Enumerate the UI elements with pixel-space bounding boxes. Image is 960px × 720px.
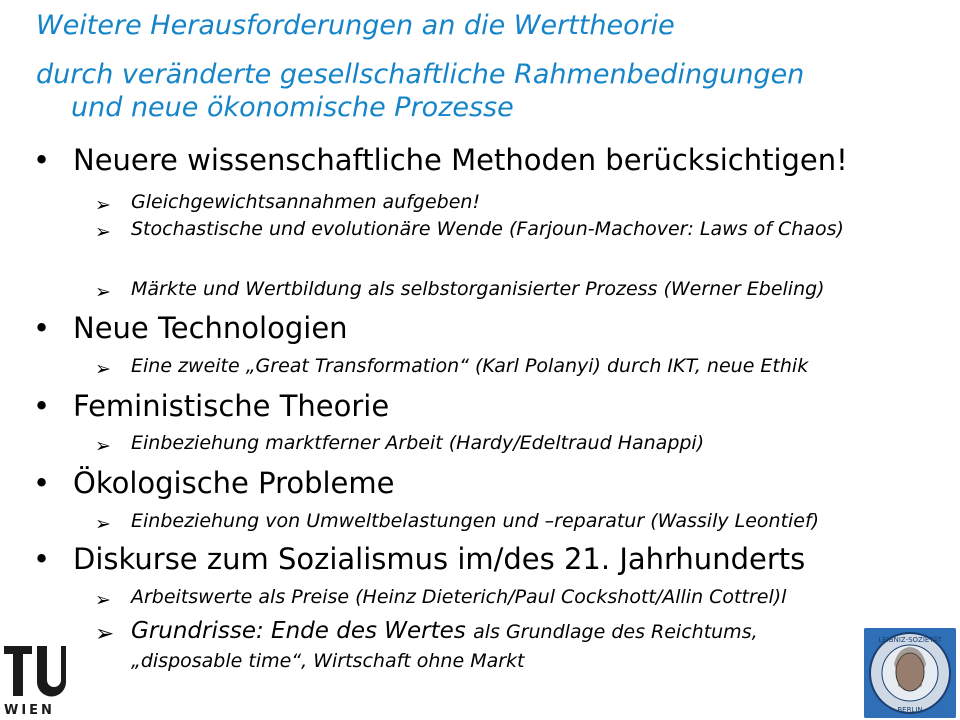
- bullet-feminist: [33, 389, 389, 423]
- arrow-bullet-icon: ➢: [95, 435, 111, 457]
- bullet-ecology: [33, 466, 395, 500]
- arrow-bullet-icon: ➢: [95, 281, 111, 303]
- sub-text: als Grundlage des Reichtums,: [473, 621, 758, 643]
- arrow-bullet-icon: ➢: [95, 513, 111, 535]
- bullet-socialism: [33, 542, 805, 576]
- sub-item-continuation: „disposable time“, Wirtschaft ohne Markt: [131, 650, 525, 672]
- bullet-dot: •: [33, 143, 51, 177]
- arrow-bullet-icon: ➢: [95, 589, 111, 611]
- arrow-bullet-icon: ➢: [95, 194, 111, 216]
- bullet-dot: •: [33, 542, 51, 576]
- bullet-technologies: [33, 311, 348, 345]
- title-line-1: Weitere Herausforderungen an die Werttheorie: [36, 10, 675, 41]
- svg-text:LEIBNIZ-SOZIETÄT: LEIBNIZ-SOZIETÄT: [878, 636, 942, 644]
- title-line-3: und neue ökonomische Prozesse: [71, 92, 514, 123]
- bullet-dot: •: [33, 311, 51, 345]
- svg-text:BERLIN: BERLIN: [897, 706, 923, 714]
- svg-text:WIEN: WIEN: [4, 703, 55, 716]
- bullet-label: Neuere wissenschaftliche Methoden berücksichtigen!: [73, 143, 848, 177]
- bullet-methods: [33, 143, 848, 177]
- tu-wien-logo: [4, 640, 66, 716]
- arrow-bullet-icon: ➢: [95, 358, 111, 380]
- title-line-2: durch veränderte gesellschaftliche Rahmenbedingungen: [36, 59, 805, 90]
- bullet-label: Feministische Theorie: [73, 389, 390, 423]
- bullet-label: Ökologische Probleme: [73, 466, 395, 500]
- emphasis-text: Grundrisse: Ende des Wertes: [131, 618, 466, 644]
- bullet-label: Neue Technologien: [73, 311, 348, 345]
- bullet-dot: •: [33, 389, 51, 423]
- arrow-bullet-icon: ➢: [95, 221, 111, 243]
- leibniz-sozietaet-logo: [864, 628, 956, 718]
- arrow-bullet-icon: ➢: [95, 621, 115, 647]
- bullet-label: Diskurse zum Sozialismus im/des 21. Jahrhunderts: [73, 542, 806, 576]
- bullet-dot: •: [33, 466, 51, 500]
